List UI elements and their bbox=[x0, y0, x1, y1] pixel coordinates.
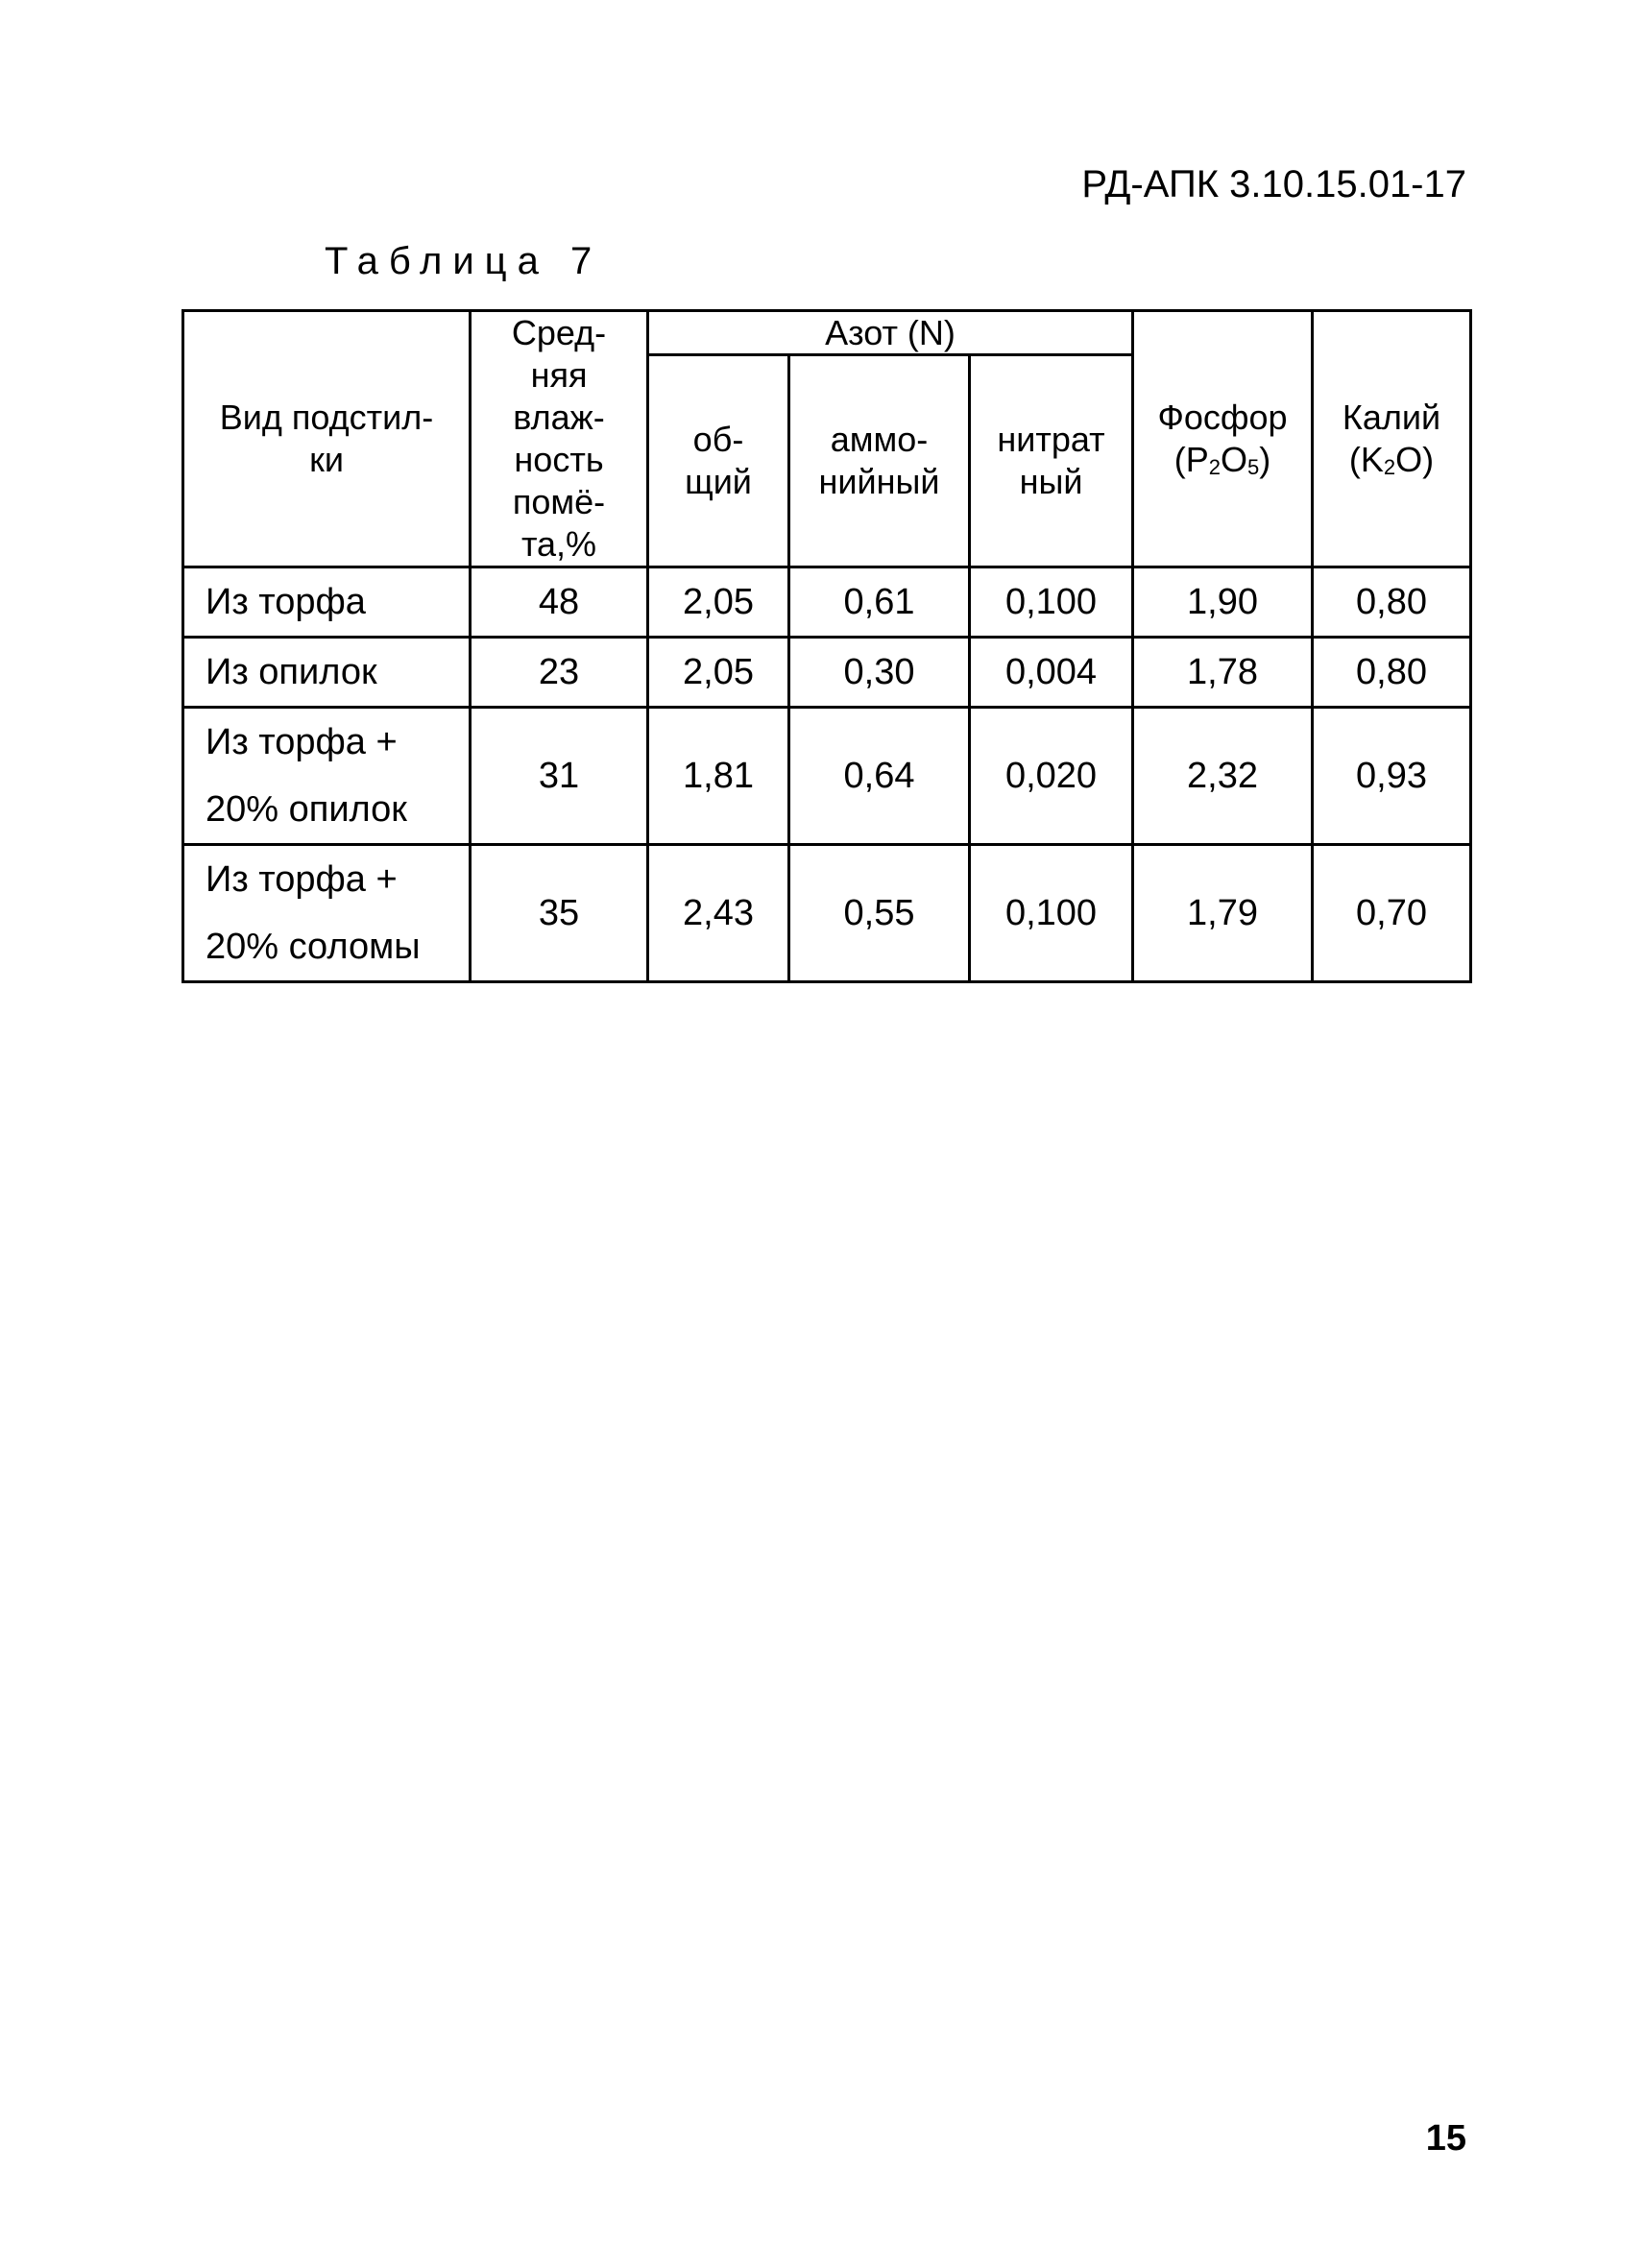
table-caption: Таблица 7 bbox=[325, 240, 603, 282]
cell-phosphorus: 1,78 bbox=[1133, 638, 1313, 708]
header-phosphorus bbox=[1133, 311, 1313, 567]
formula-part: ) bbox=[1259, 440, 1271, 479]
header-text-line: Фосфор bbox=[1157, 398, 1288, 437]
header-text-line: Вид подстил- bbox=[219, 398, 434, 437]
cell-nitrogen-nitrate: 0,100 bbox=[970, 845, 1133, 982]
header-text-line: нийный bbox=[818, 462, 940, 502]
cell-nitrogen-nitrate: 0,004 bbox=[970, 638, 1133, 708]
header-nitrogen-nitrate bbox=[970, 355, 1133, 567]
cell-nitrogen-ammonium: 0,61 bbox=[789, 567, 970, 638]
header-text-line: нитрат bbox=[997, 420, 1105, 460]
header-text-line: ки bbox=[309, 440, 344, 479]
row-label-line: Из торфа + bbox=[206, 859, 398, 900]
document-code: РД-АПК 3.10.15.01-17 bbox=[1081, 163, 1466, 205]
potassium-formula bbox=[1314, 439, 1469, 481]
cell-potassium: 0,70 bbox=[1313, 845, 1471, 982]
header-text-line: об- bbox=[692, 420, 744, 460]
formula-part: (P bbox=[1173, 440, 1209, 479]
table-row bbox=[183, 708, 1471, 845]
formula-subscript: 2 bbox=[1208, 455, 1221, 479]
cell-nitrogen-ammonium: 0,30 bbox=[789, 638, 970, 708]
header-row-1 bbox=[183, 311, 1471, 355]
table-header bbox=[183, 311, 1471, 567]
header-nitrogen-group: Азот (N) bbox=[648, 311, 1133, 355]
header-text-line: та,% bbox=[520, 524, 597, 564]
formula-part: O) bbox=[1395, 440, 1435, 479]
cell-nitrogen-nitrate: 0,100 bbox=[970, 567, 1133, 638]
header-text-line: ный bbox=[1019, 462, 1083, 502]
cell-potassium: 0,93 bbox=[1313, 708, 1471, 845]
header-text-line: помё- bbox=[512, 482, 606, 521]
cell-phosphorus: 1,90 bbox=[1133, 567, 1313, 638]
row-label-line: Из торфа + bbox=[206, 722, 398, 762]
header-text-line: няя bbox=[530, 355, 588, 395]
row-bedding-type bbox=[183, 567, 471, 638]
row-bedding-type bbox=[183, 708, 471, 845]
formula-subscript: 5 bbox=[1247, 455, 1260, 479]
cell-phosphorus: 2,32 bbox=[1133, 708, 1313, 845]
header-text-line: аммо- bbox=[830, 420, 929, 460]
header-text-line: щий bbox=[685, 462, 752, 502]
table-row bbox=[183, 567, 1471, 638]
cell-nitrogen-total: 2,43 bbox=[648, 845, 789, 982]
header-text-line: Калий bbox=[1342, 398, 1441, 437]
header-average-moisture bbox=[471, 311, 648, 567]
cell-phosphorus: 1,79 bbox=[1133, 845, 1313, 982]
cell-moisture: 31 bbox=[471, 708, 648, 845]
row-bedding-type bbox=[183, 638, 471, 708]
formula-subscript: 2 bbox=[1383, 455, 1396, 479]
cell-nitrogen-total: 2,05 bbox=[648, 567, 789, 638]
header-text-line: влаж- bbox=[513, 398, 605, 437]
header-bedding-type bbox=[183, 311, 471, 567]
header-nitrogen-ammonium bbox=[789, 355, 970, 567]
cell-nitrogen-total: 2,05 bbox=[648, 638, 789, 708]
cell-nitrogen-nitrate: 0,020 bbox=[970, 708, 1133, 845]
cell-moisture: 35 bbox=[471, 845, 648, 982]
formula-part: O bbox=[1221, 440, 1248, 479]
table-body bbox=[183, 567, 1471, 982]
table-row bbox=[183, 845, 1471, 982]
cell-nitrogen-total: 1,81 bbox=[648, 708, 789, 845]
header-text-line: Сред- bbox=[511, 313, 607, 352]
row-bedding-type bbox=[183, 845, 471, 982]
cell-moisture: 48 bbox=[471, 567, 648, 638]
cell-nitrogen-ammonium: 0,64 bbox=[789, 708, 970, 845]
row-label-line: 20% соломы bbox=[206, 927, 421, 967]
table-row bbox=[183, 638, 1471, 708]
row-label-line: Из опилок bbox=[206, 652, 377, 692]
formula-part: (K bbox=[1348, 440, 1384, 479]
cell-nitrogen-ammonium: 0,55 bbox=[789, 845, 970, 982]
header-text-line: ность bbox=[514, 440, 604, 479]
header-potassium bbox=[1313, 311, 1471, 567]
page-number: 15 bbox=[1425, 2118, 1466, 2159]
cell-potassium: 0,80 bbox=[1313, 567, 1471, 638]
phosphorus-formula bbox=[1134, 439, 1311, 481]
data-table bbox=[181, 309, 1472, 983]
row-label-line: Из торфа bbox=[206, 582, 366, 622]
cell-potassium: 0,80 bbox=[1313, 638, 1471, 708]
row-label-line: 20% опилок bbox=[206, 789, 407, 830]
header-nitrogen-total bbox=[648, 355, 789, 567]
cell-moisture: 23 bbox=[471, 638, 648, 708]
